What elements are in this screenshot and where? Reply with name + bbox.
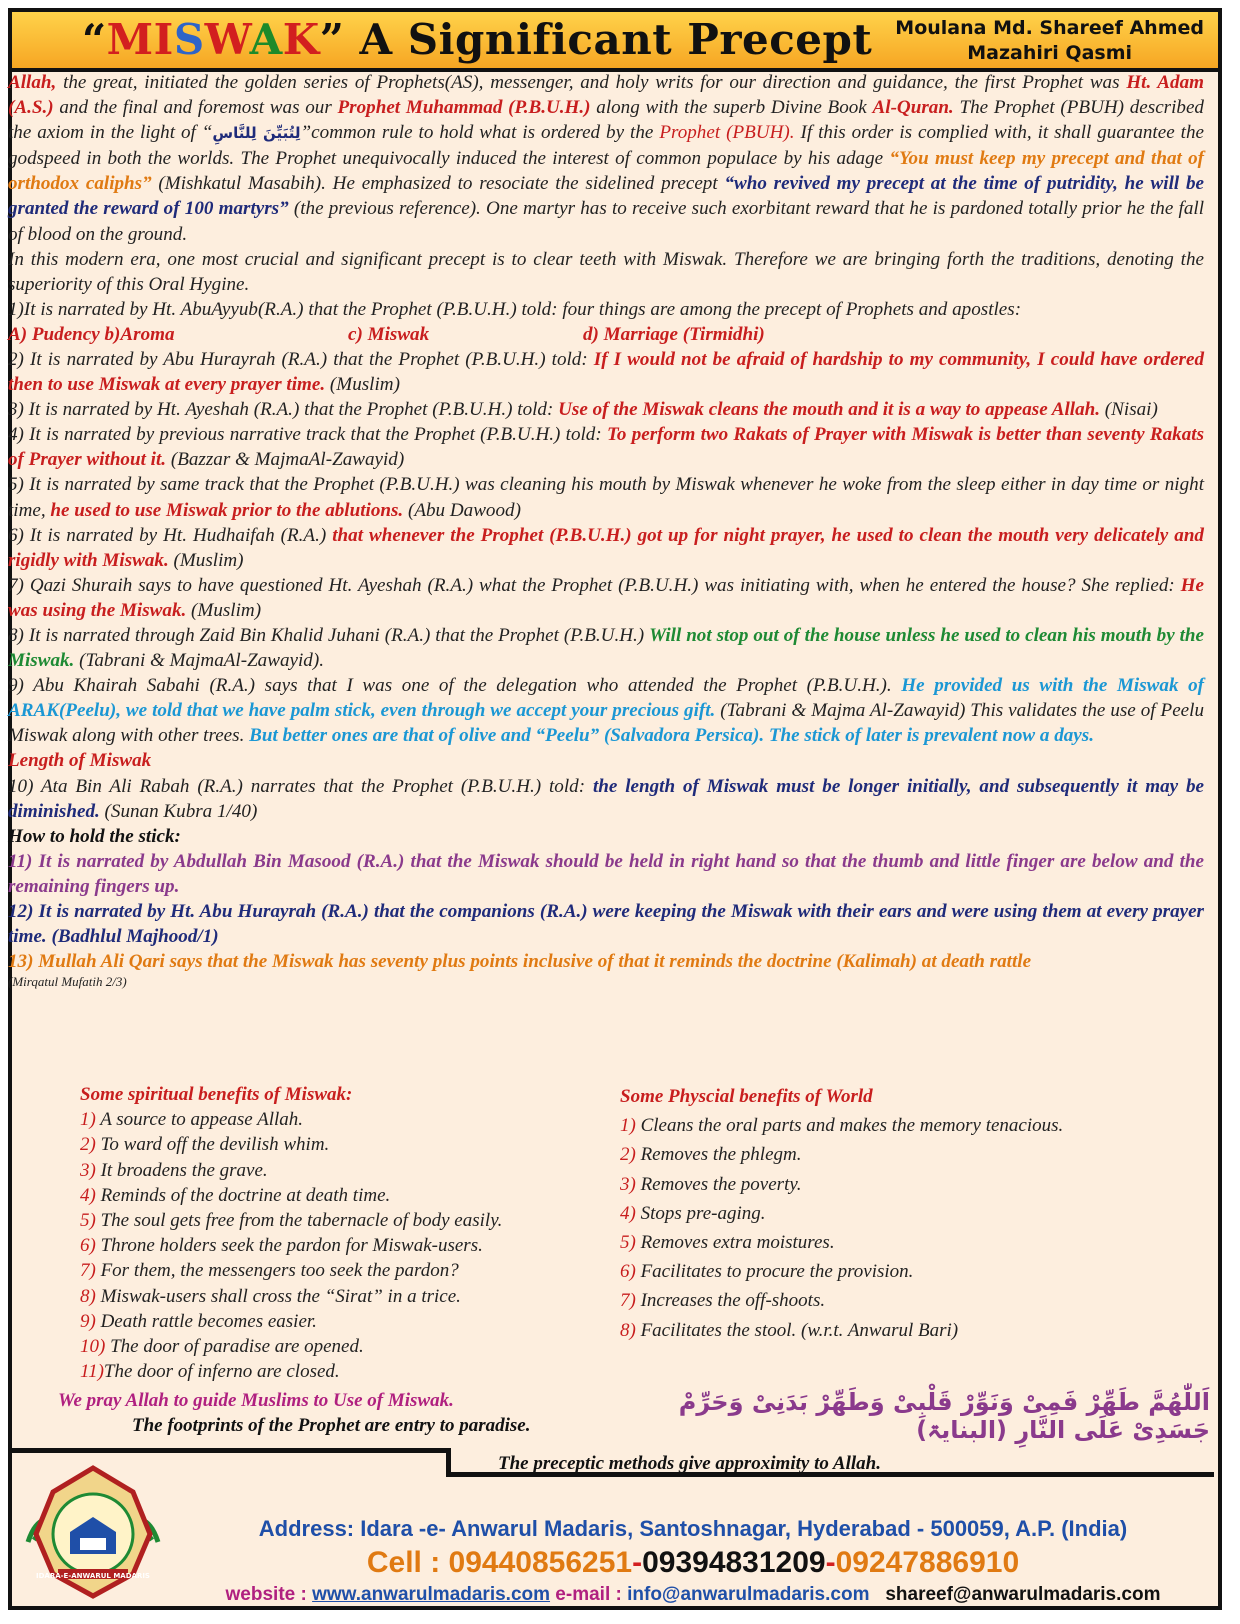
- hadith-3: [8, 397, 1204, 422]
- item-text: Increases the off-shoots.: [635, 1290, 826, 1312]
- list-item: [80, 1334, 600, 1359]
- item-text: The soul gets free from the tabernacle of body easily.: [95, 1210, 503, 1232]
- website-label: website :: [225, 1584, 313, 1605]
- text-run: the great, initiated the golden series of Prophets(AS), messenger, and holy writs for our direction and guidance, the first Prophet was: [56, 72, 1127, 93]
- article-body: [8, 70, 1204, 990]
- text-run: 4) It is narrated by previous narrative track that the Prophet (P.B.U.H.) told:: [8, 424, 607, 446]
- email-link[interactable]: shareef@anwarulmadaris.com: [885, 1584, 1161, 1605]
- text-run: He provided us with the Miswak of ARAK(Peelu), we told that we have palm stick, even through we accept your precious gift.: [8, 675, 1205, 722]
- text-run: 10) Ata Bin Ali Rabah (R.A.) narrates that the Prophet (P.B.U.H.) told:: [8, 775, 593, 797]
- footer-address: Address: Idara -e- Anwarul Madaris, Santoshnagar, Hyderabad - 500059, A.P. (India): [258, 1516, 1128, 1541]
- hadith-13: 13) Mullah Ali Qari says that the Miswak has seventy plus points inclusive of that it reminds the doctrine (Kalimah) at death rattle: [8, 951, 1032, 973]
- hadith-13-reference: (Mirqatul Mufatih 2/3): [8, 974, 127, 990]
- madrasa-logo-icon: [18, 1462, 168, 1602]
- text-run: (Sunan Kubra 1/40): [99, 800, 258, 822]
- text-run: Ht. Adam (A.S.): [8, 72, 1204, 119]
- item-text: The door of paradise are opened.: [105, 1336, 364, 1358]
- item-number: 8): [620, 1319, 636, 1341]
- item-number: 4): [620, 1202, 636, 1224]
- text-run: (Bazzar & MajmaAl-Zawayid): [166, 449, 405, 471]
- logo-text: IDARA-E-ANWARUL MADARIS: [36, 1572, 150, 1580]
- list-item: [80, 1309, 600, 1334]
- hold-heading: How to hold the stick:: [8, 825, 181, 847]
- physical-benefits-list: [620, 1082, 1210, 1345]
- list-item: [80, 1284, 600, 1309]
- email-link[interactable]: info@anwarulmadaris.com: [627, 1584, 870, 1605]
- item-number: 7): [80, 1260, 96, 1282]
- list-item: [620, 1228, 1210, 1257]
- phone-number: 09440856251: [448, 1546, 633, 1579]
- text-run: But better ones are that of olive and “Peelu” (Salvadora Persica). The stick of later is prevalent now a days.: [249, 725, 1094, 747]
- list-item: [80, 1233, 600, 1258]
- title-letter: K: [282, 15, 320, 64]
- item-number: 11): [80, 1361, 104, 1383]
- item-text: Removes the phlegm.: [635, 1144, 802, 1166]
- length-heading: Length of Miswak: [8, 750, 152, 772]
- list-item: [80, 1359, 600, 1384]
- list-item: [620, 1170, 1210, 1199]
- item-text: The door of inferno are closed.: [103, 1361, 340, 1383]
- item-text: It broadens the grave.: [95, 1159, 268, 1181]
- text-run: (Muslim): [325, 374, 400, 396]
- hadith-8: [8, 623, 1204, 673]
- text-run: (Abu Dawood): [403, 499, 521, 521]
- list-item: [620, 1199, 1210, 1228]
- text-run: Prophet Muhammad (P.B.U.H.): [337, 97, 591, 119]
- text-run: 7) Qazi Shuraih says to have questioned Ht. Ayeshah (R.A.) what the Prophet (P.B.U.H.) was initiating with, when he entered the house? She replied:: [8, 574, 1181, 596]
- text-run: he used to use Miswak prior to the ablutions.: [50, 499, 404, 521]
- website-link[interactable]: www.anwarulmadaris.com: [312, 1584, 551, 1605]
- author-name: Moulana Md. Shareef Ahmed: [895, 17, 1204, 39]
- text-run: and the final and foremost was our: [53, 97, 338, 119]
- list-item: [620, 1140, 1210, 1169]
- text-run: (Muslim): [168, 549, 244, 571]
- arabic-phrase: لِتُبَيِّنَ لِلنَّاسِ: [212, 124, 301, 143]
- footer-phones: Cell : 09440856251-09394831209-09247886910: [366, 1546, 1020, 1579]
- item-number: 3): [80, 1159, 96, 1181]
- hadith-7: [8, 573, 1204, 623]
- text-run: (Tabrani & Majma Al-Zawayid) This validates the use of Peelu Miswak along with other trees.: [8, 700, 1204, 747]
- item-text: Facilitates to procure the provision.: [635, 1261, 914, 1283]
- text-run: the length of Miswak must be longer initially, and subsequently it may be diminished.: [8, 775, 1204, 822]
- hadith-2: [8, 347, 1204, 397]
- title-letter: S: [173, 15, 205, 64]
- text-run: (Mishkatul Masabih). He emphasized to resociate the sidelined precept: [151, 173, 725, 195]
- item-text: Cleans the oral parts and makes the memory tenacious.: [635, 1115, 1064, 1137]
- text-run: Use of the Miswak cleans the mouth and it is a way to appease Allah.: [558, 399, 1101, 421]
- footer-divider: [8, 1448, 450, 1453]
- hadith-1: 1)It is narrated by Ht. AbuAyyub(R.A.) that the Prophet (P.B.U.H.) told: four things are among the precept of Prophets and apostles:: [8, 298, 1022, 320]
- header-bar: [12, 12, 1218, 72]
- item-number: 9): [80, 1310, 96, 1332]
- title-letter: I: [153, 15, 174, 64]
- arabic-dua: اَللّٰهُمَّ طَهِّرْ فَمِیْ وَنَوِّرْ قَلْبِیْ وَطَهِّرْ بَدَنِیْ وَحَرِّمْ جَسَدِیْ عَلَى النَّارِ (البنایۃ): [678, 1388, 1210, 1444]
- item-number: 6): [620, 1261, 636, 1283]
- text-run: (Nisai): [1100, 399, 1158, 421]
- text-run: He was using the Miswak.: [8, 574, 1204, 621]
- item-text: Stops pre-aging.: [635, 1202, 766, 1224]
- hadith-10: [8, 774, 1204, 824]
- list-item: [620, 1257, 1210, 1286]
- item-number: 1): [620, 1115, 636, 1137]
- item-number: 2): [80, 1134, 96, 1156]
- era-paragraph: In this modern era, one most crucial and significant precept is to clear teeth with Miswak. Therefore we are bringing forth the traditions, denoting the superiority of this Oral Hygine.: [8, 248, 1204, 295]
- list-item: [80, 1107, 600, 1132]
- intro-paragraph: [8, 70, 1204, 247]
- list-item: [620, 1111, 1210, 1140]
- item-number: 10): [80, 1336, 106, 1358]
- hadith-11: 11) It is narrated by Abdullah Bin Masood (R.A.) that the Miswak should be held in right hand so that the thumb and little finger are below and the remaining fingers up.: [8, 850, 1204, 897]
- text-run: If I would not be afraid of hardship to my community, I could have ordered then to use Miswak at every prayer time.: [8, 348, 1204, 396]
- text-run: “You must keep my precept and that of orthodox caliphs”: [8, 148, 1204, 195]
- item-number: 3): [620, 1173, 636, 1195]
- item-text: Miswak-users shall cross the “Sirat” in a trice.: [95, 1285, 461, 1307]
- footer-web: [178, 1584, 1208, 1606]
- item-number: 5): [620, 1232, 636, 1254]
- text-run: If this order is complied with, it shall guarantee the godspeed in both the worlds. The Prophet unequivocally induced the interest of common populace by his adage: [8, 122, 1204, 170]
- item-text: Death rattle becomes easier.: [95, 1310, 317, 1332]
- list-item: [80, 1132, 600, 1157]
- list-item: c) Miswak: [348, 323, 430, 345]
- text-run: ”common rule to hold what is ordered by the: [300, 122, 660, 144]
- hadith-4: [8, 422, 1204, 472]
- title-rest: A Significant Precept: [344, 15, 873, 64]
- item-text: To ward off the devilish whim.: [95, 1134, 330, 1156]
- list-item: A) Pudency b)Aroma: [8, 323, 175, 345]
- phone-number: 09394831209: [642, 1546, 826, 1579]
- item-number: 4): [80, 1184, 96, 1206]
- hadith-9: [8, 673, 1204, 748]
- text-run: 9) Abu Khairah Sabahi (R.A.) says that I was one of the delegation who attended the Prophet (P.B.U.H.).: [8, 675, 902, 697]
- title-letter: A: [249, 15, 283, 64]
- preceptic-line: The preceptic methods give approximity to Allah.: [498, 1453, 881, 1474]
- text-run: (Tabrani & MajmaAl-Zawayid).: [74, 650, 324, 672]
- list-item: d) Marriage (Tirmidhi): [583, 323, 765, 345]
- physical-heading: Some Physcial benefits of World: [620, 1086, 873, 1107]
- text-run: along with the superb Divine Book: [590, 97, 873, 119]
- item-number: 5): [80, 1210, 96, 1232]
- text-run: that whenever the Prophet (P.B.U.H.) got up for night prayer, he used to clean the mouth very delicately and rigidly with Miswak.: [8, 524, 1204, 571]
- list-item: [620, 1316, 1210, 1345]
- text-run: Al-Quran.: [872, 97, 954, 119]
- item-number: 7): [620, 1290, 636, 1312]
- list-item: [80, 1258, 600, 1283]
- list-item: [80, 1183, 600, 1208]
- page-title: [82, 15, 872, 64]
- author-block: [895, 16, 1204, 66]
- list-item: [620, 1286, 1210, 1315]
- item-text: Throne holders seek the pardon for Miswak-users.: [95, 1235, 483, 1257]
- item-number: 8): [80, 1285, 96, 1307]
- text-run: (Muslim): [186, 599, 262, 621]
- spiritual-heading: Some spiritual benefits of Miswak:: [80, 1084, 353, 1105]
- spiritual-benefits-list: [80, 1082, 600, 1384]
- text-run: 6) It is narrated by Ht. Hudhaifah (R.A.): [8, 524, 333, 546]
- text-run: To perform two Rakats of Prayer with Miswak is better than seventy Rakats of Prayer without it.: [8, 424, 1205, 471]
- text-run: Allah,: [8, 72, 57, 93]
- text-run: 2) It is narrated by Abu Hurayrah (R.A.) that the Prophet (P.B.U.H.) told:: [8, 348, 594, 370]
- title-letter: M: [106, 15, 154, 64]
- item-number: 2): [620, 1144, 636, 1166]
- prayer-line: We pray Allah to guide Muslims to Use of Miswak.: [58, 1390, 454, 1411]
- item-text: For them, the messengers too seek the pardon?: [95, 1260, 459, 1282]
- four-things-list: [8, 322, 1204, 347]
- text-run: 3) It is narrated by Ht. Ayeshah (R.A.) that the Prophet (P.B.U.H.) told:: [8, 399, 559, 421]
- list-item: [80, 1158, 600, 1183]
- item-number: 6): [80, 1235, 96, 1257]
- hadith-12: 12) It is narrated by Ht. Abu Hurayrah (R.A.) that the companions (R.A.) were keeping the Miswak with their ears and were using them at every prayer time. (Badhlul Majhood/1): [8, 901, 1204, 948]
- item-text: Facilitates the stool. (w.r.t. Anwarul Bari): [635, 1319, 959, 1341]
- item-text: Removes extra moistures.: [635, 1232, 835, 1254]
- item-text: Reminds of the doctrine at death time.: [95, 1184, 391, 1206]
- text-run: The Prophet (PBUH) described the axiom in the light of “: [8, 97, 1204, 144]
- title-quote-open: “: [82, 15, 107, 64]
- item-number: 1): [80, 1109, 96, 1131]
- email-label: e-mail :: [550, 1584, 628, 1605]
- text-run: Will not stop out of the house unless he used to clean his mouth by the Miswak.: [8, 624, 1204, 672]
- item-text: Removes the poverty.: [635, 1173, 802, 1195]
- text-run: 8) It is narrated through Zaid Bin Khalid Juhani (R.A.) that the Prophet (P.B.U.H.): [8, 624, 650, 646]
- hadith-5: [8, 472, 1204, 522]
- footprints-line: The footprints of the Prophet are entry to paradise.: [132, 1415, 531, 1436]
- text-run: 5) It is narrated by same track that the Prophet (P.B.U.H.) was cleaning his mouth by Miswak whenever he woke from the sleep either in day time or night time,: [8, 474, 1204, 521]
- text-run: Prophet (PBUH).: [659, 122, 795, 144]
- title-quote-close: ”: [319, 15, 345, 64]
- title-letter: W: [204, 15, 250, 64]
- text-run: (the previous reference). One martyr has to receive such exorbitant reward that he is pardoned totally prior he the fall of blood on the ground.: [8, 198, 1204, 245]
- item-text: A source to appease Allah.: [95, 1109, 304, 1131]
- author-title: Mazahiri Qasmi: [967, 42, 1133, 64]
- cell-label: Cell :: [366, 1546, 449, 1579]
- phone-number: 09247886910: [835, 1546, 1020, 1579]
- list-item: [80, 1208, 600, 1233]
- hadith-6: [8, 523, 1204, 573]
- text-run: “who revived my precept at the time of putridity, he will be granted the reward of 100 martyrs”: [8, 173, 1205, 220]
